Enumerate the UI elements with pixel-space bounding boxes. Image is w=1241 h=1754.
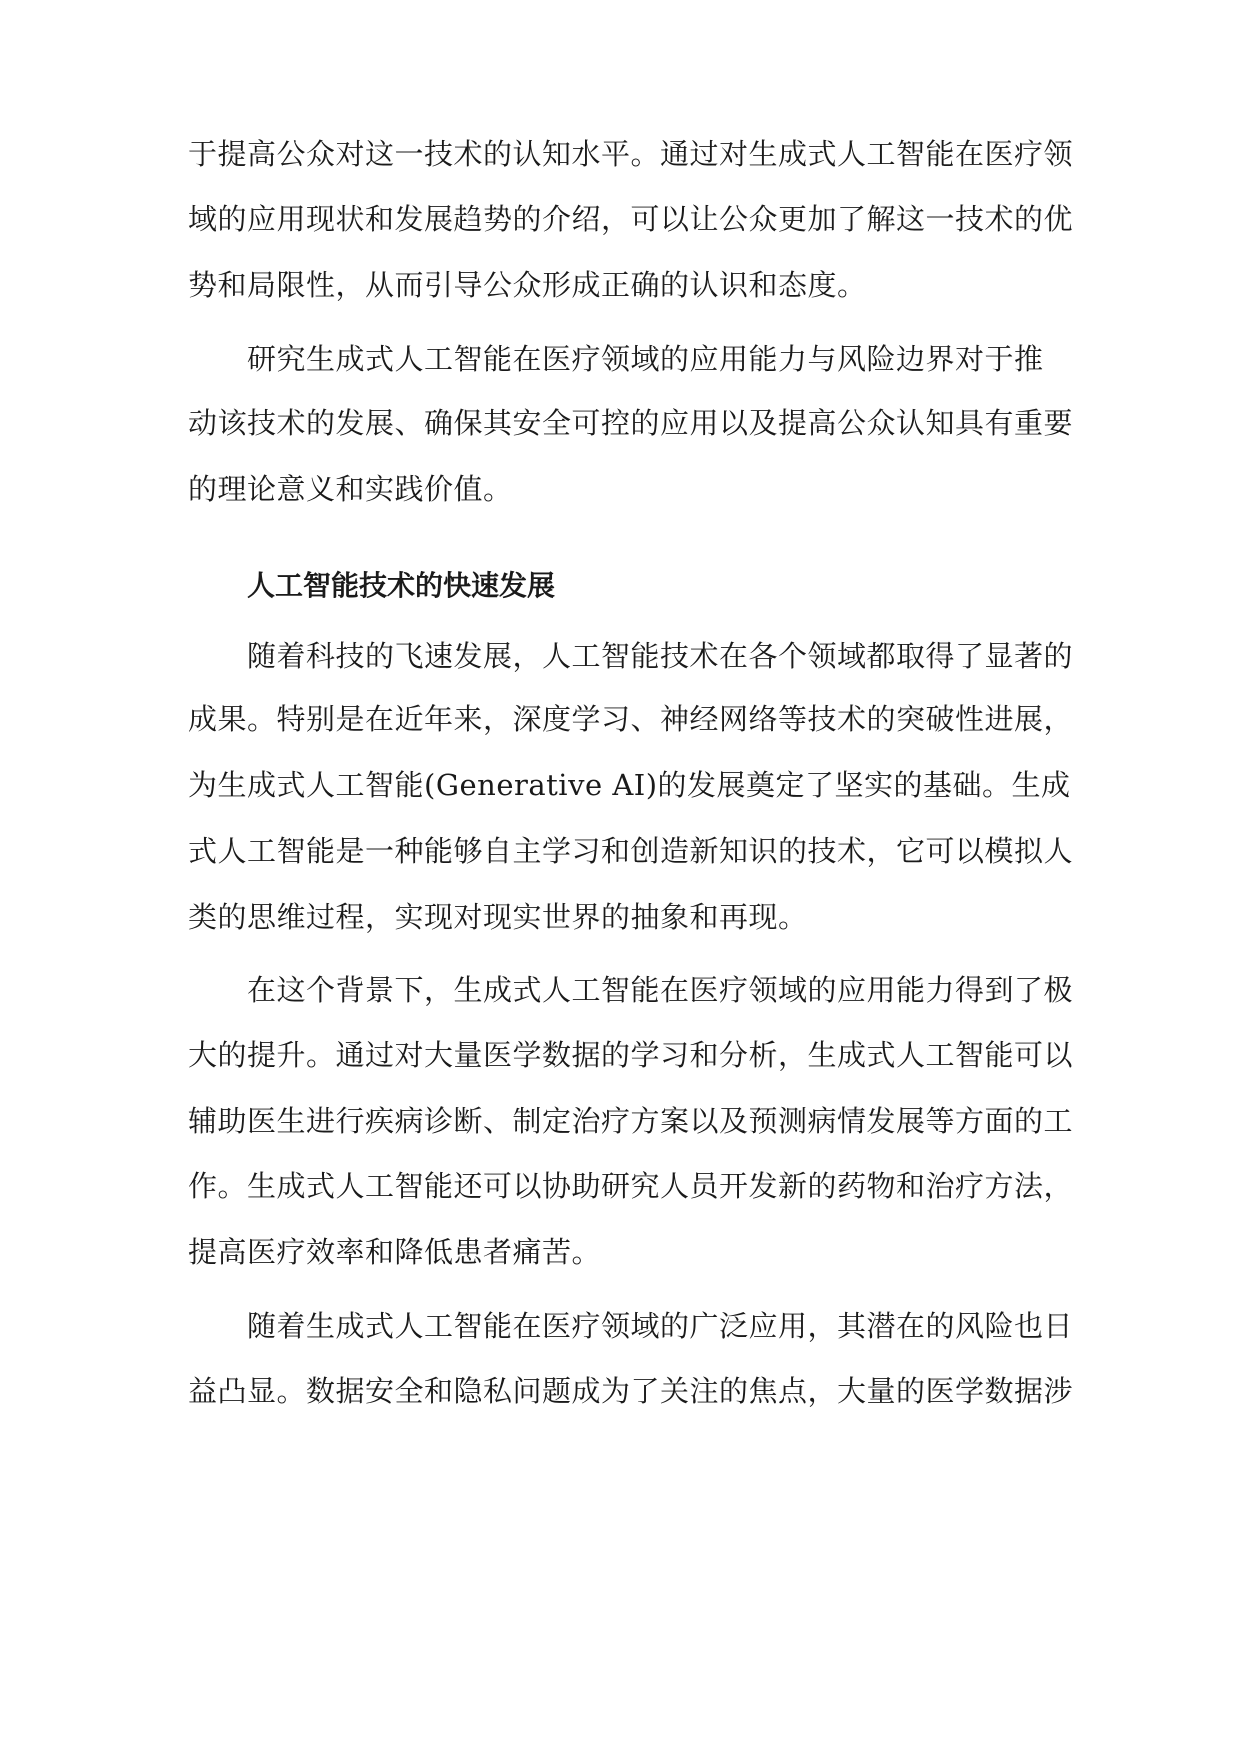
paragraph-line: 随着科技的飞速发展，人工智能技术在各个领域都取得了显著的 bbox=[247, 639, 1074, 673]
paragraph-line: 势和局限性，从而引导公众形成正确的认识和态度。 bbox=[188, 268, 867, 302]
paragraph-line: 类的思维过程，实现对现实世界的抽象和再现。 bbox=[188, 900, 808, 934]
paragraph-line: 于提高公众对这一技术的认知水平。通过对生成式人工智能在医疗领 bbox=[188, 137, 1074, 171]
paragraph-line: 为生成式人工智能(Generative AI)的发展奠定了坚实的基础。生成 bbox=[188, 768, 1071, 802]
paragraph-line: 域的应用现状和发展趋势的介绍，可以让公众更加了解这一技术的优 bbox=[188, 202, 1074, 236]
paragraph-line: 辅助医生进行疾病诊断、制定治疗方案以及预测病情发展等方面的工 bbox=[188, 1104, 1074, 1138]
paragraph-line: 随着生成式人工智能在医疗领域的广泛应用，其潜在的风险也日 bbox=[247, 1309, 1074, 1343]
section-heading: 人工智能技术的快速发展 bbox=[247, 569, 556, 602]
paragraph-line: 作。生成式人工智能还可以协助研究人员开发新的药物和治疗方法， bbox=[188, 1169, 1074, 1203]
paragraph-line: 动该技术的发展、确保其安全可控的应用以及提高公众认知具有重要 bbox=[188, 406, 1074, 440]
paragraph-line: 成果。特别是在近年来，深度学习、神经网络等技术的突破性进展， bbox=[188, 702, 1074, 736]
paragraph-line: 式人工智能是一种能够自主学习和创造新知识的技术，它可以模拟人 bbox=[188, 834, 1074, 868]
paragraph-line: 提高医疗效率和降低患者痛苦。 bbox=[188, 1235, 602, 1269]
paragraph-line: 的理论意义和实践价值。 bbox=[188, 472, 513, 506]
paragraph-line: 大的提升。通过对大量医学数据的学习和分析，生成式人工智能可以 bbox=[188, 1038, 1074, 1072]
paragraph-line: 在这个背景下，生成式人工智能在医疗领域的应用能力得到了极 bbox=[247, 973, 1074, 1007]
paragraph-line: 研究生成式人工智能在医疗领域的应用能力与风险边界对于推 bbox=[247, 342, 1044, 376]
paragraph-line: 益凸显。数据安全和隐私问题成为了关注的焦点，大量的医学数据涉 bbox=[188, 1374, 1074, 1408]
